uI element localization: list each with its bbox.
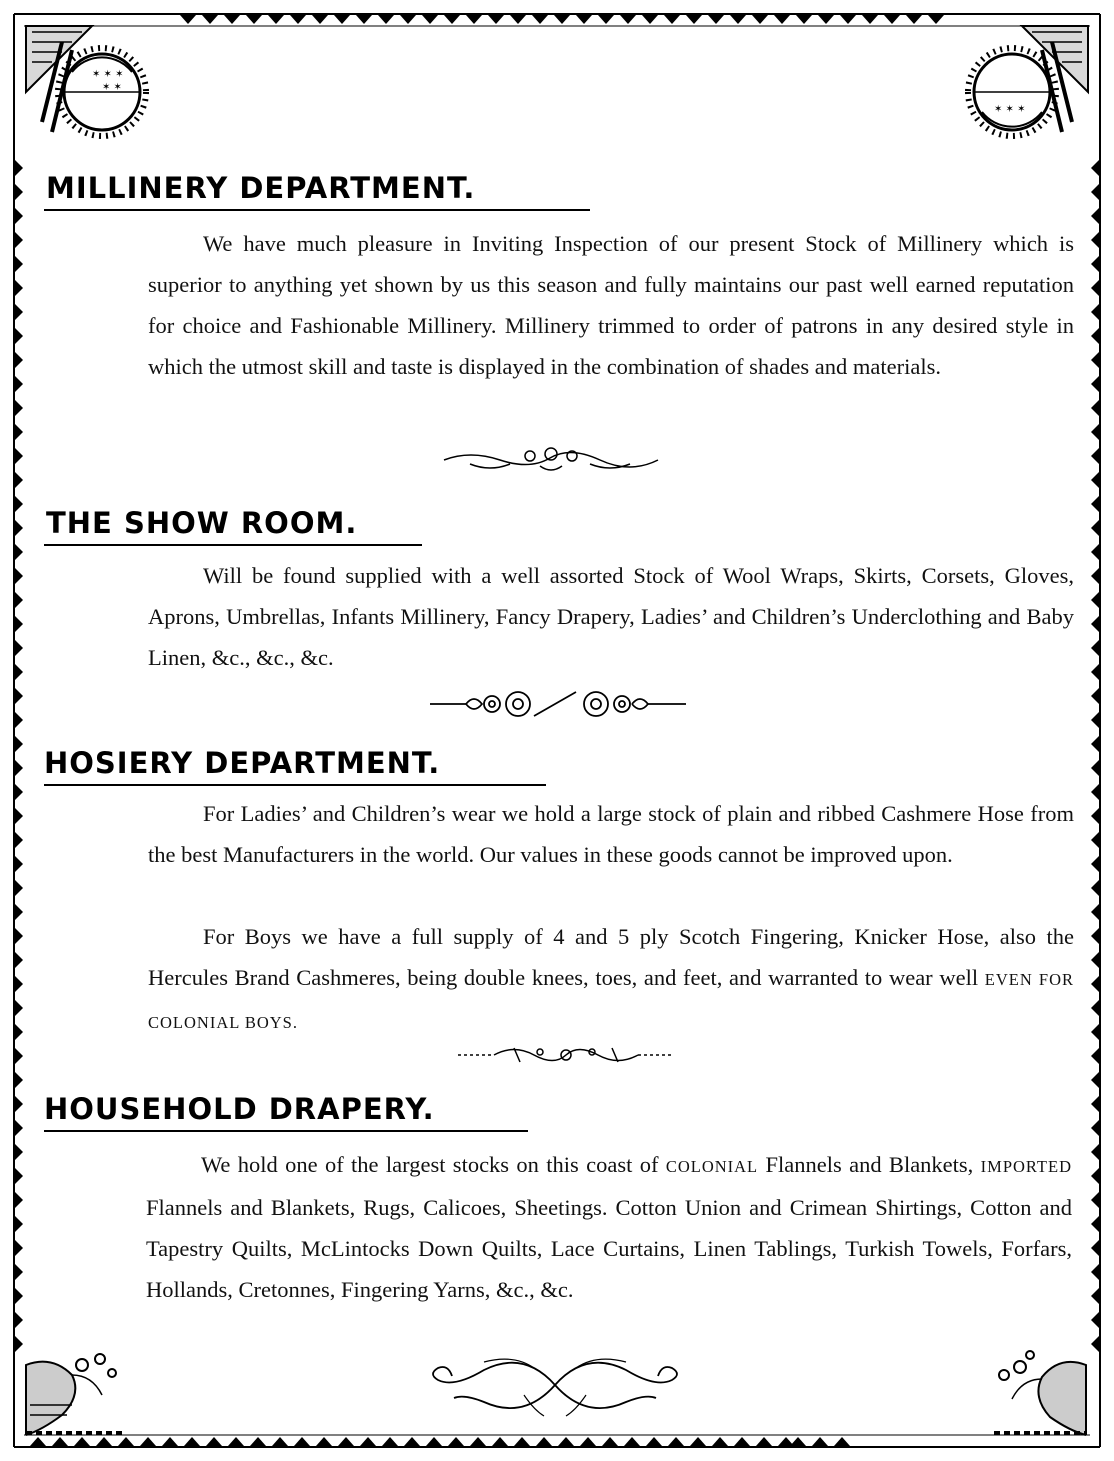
paragraph-text: Flannels and Blankets, — [765, 1152, 974, 1177]
paragraph-text: We have much pleasure in Inviting Inspection of our present Stock of Millinery which is superior to anything yet shown by us this season and fully maintains our past well earned reputation for choice and Fashionable Millinery. Millinery trimmed to order of patrons in any desired style in which the utmost skill and taste is displayed in the combination of shades and materials. — [148, 231, 1074, 379]
title-underline — [44, 784, 546, 786]
paragraph-millinery — [148, 223, 1074, 387]
paragraph-text: We hold one of the largest stocks on this coast of — [201, 1152, 659, 1177]
title-underline — [44, 209, 590, 211]
paragraph-text: For Boys we have a full supply of 4 and 5 ply Scotch Fingering, Knicker Hose, also the Hercules Brand Cashmeres, being double knees, toes, and feet, and warranted to wear well — [148, 924, 1074, 990]
svg-text:✶ ✶ ✶: ✶ ✶ ✶ — [92, 69, 124, 80]
paragraph-hosiery-boys — [148, 916, 1074, 1043]
floral-corner-icon — [22, 1345, 132, 1440]
title-underline — [44, 1130, 528, 1132]
floral-divider-icon — [440, 440, 662, 476]
section-title-household: HOUSEHOLD DRAPERY. — [44, 1092, 435, 1126]
paragraph-smallcaps: COLONIAL — [665, 1157, 759, 1176]
svg-text:✶ ✶ ✶: ✶ ✶ ✶ — [994, 104, 1026, 115]
section-title-show-room: THE SHOW ROOM. — [46, 506, 358, 540]
paragraph-smallcaps: IMPORTED — [980, 1157, 1073, 1176]
sunburst-corner-icon — [942, 22, 1092, 152]
floral-corner-icon — [990, 1345, 1090, 1440]
section-title-hosiery: HOSIERY DEPARTMENT. — [44, 746, 441, 780]
svg-text:✶ ✶: ✶ ✶ — [102, 82, 122, 93]
paragraph-household — [146, 1144, 1072, 1310]
filigree-divider-icon — [454, 1042, 678, 1068]
title-underline — [44, 544, 422, 546]
flourish-divider-icon — [424, 1350, 686, 1420]
paragraph-show-room — [148, 555, 1074, 678]
paragraph-text: For Ladies’ and Children’s wear we hold a large stock of plain and ribbed Cashmere Hose from the best Manufacturers in the world. Our values in these goods cannot be improved upon. — [148, 801, 1074, 867]
scroll-divider-icon — [426, 686, 690, 722]
section-title-millinery: MILLINERY DEPARTMENT. — [46, 171, 476, 205]
sunburst-corner-icon — [22, 22, 172, 152]
paragraph-text: Flannels and Blankets, Rugs, Calicoes, Sheetings. Cotton Union and Crimean Shirtings, Cotton and Tapestry Quilts, McLintocks Down Quilts, Lace Curtains, Linen Tablings, Turkish Towels, Forfars, Hollands, Cretonnes, Fingering Yarns, &c., &c. — [146, 1195, 1072, 1302]
paragraph-text: Will be found supplied with a well assorted Stock of Wool Wraps, Skirts, Corsets, Gloves, Aprons, Umbrellas, Infants Millinery, Fancy Drapery, Ladies’ and Children’s Underclothing and Baby Linen, &c., &c., &c. — [148, 563, 1074, 670]
paragraph-smallcaps: EVEN FOR COLONIAL BOYS. — [148, 970, 1074, 1032]
paragraph-hosiery-ladies — [148, 793, 1074, 875]
